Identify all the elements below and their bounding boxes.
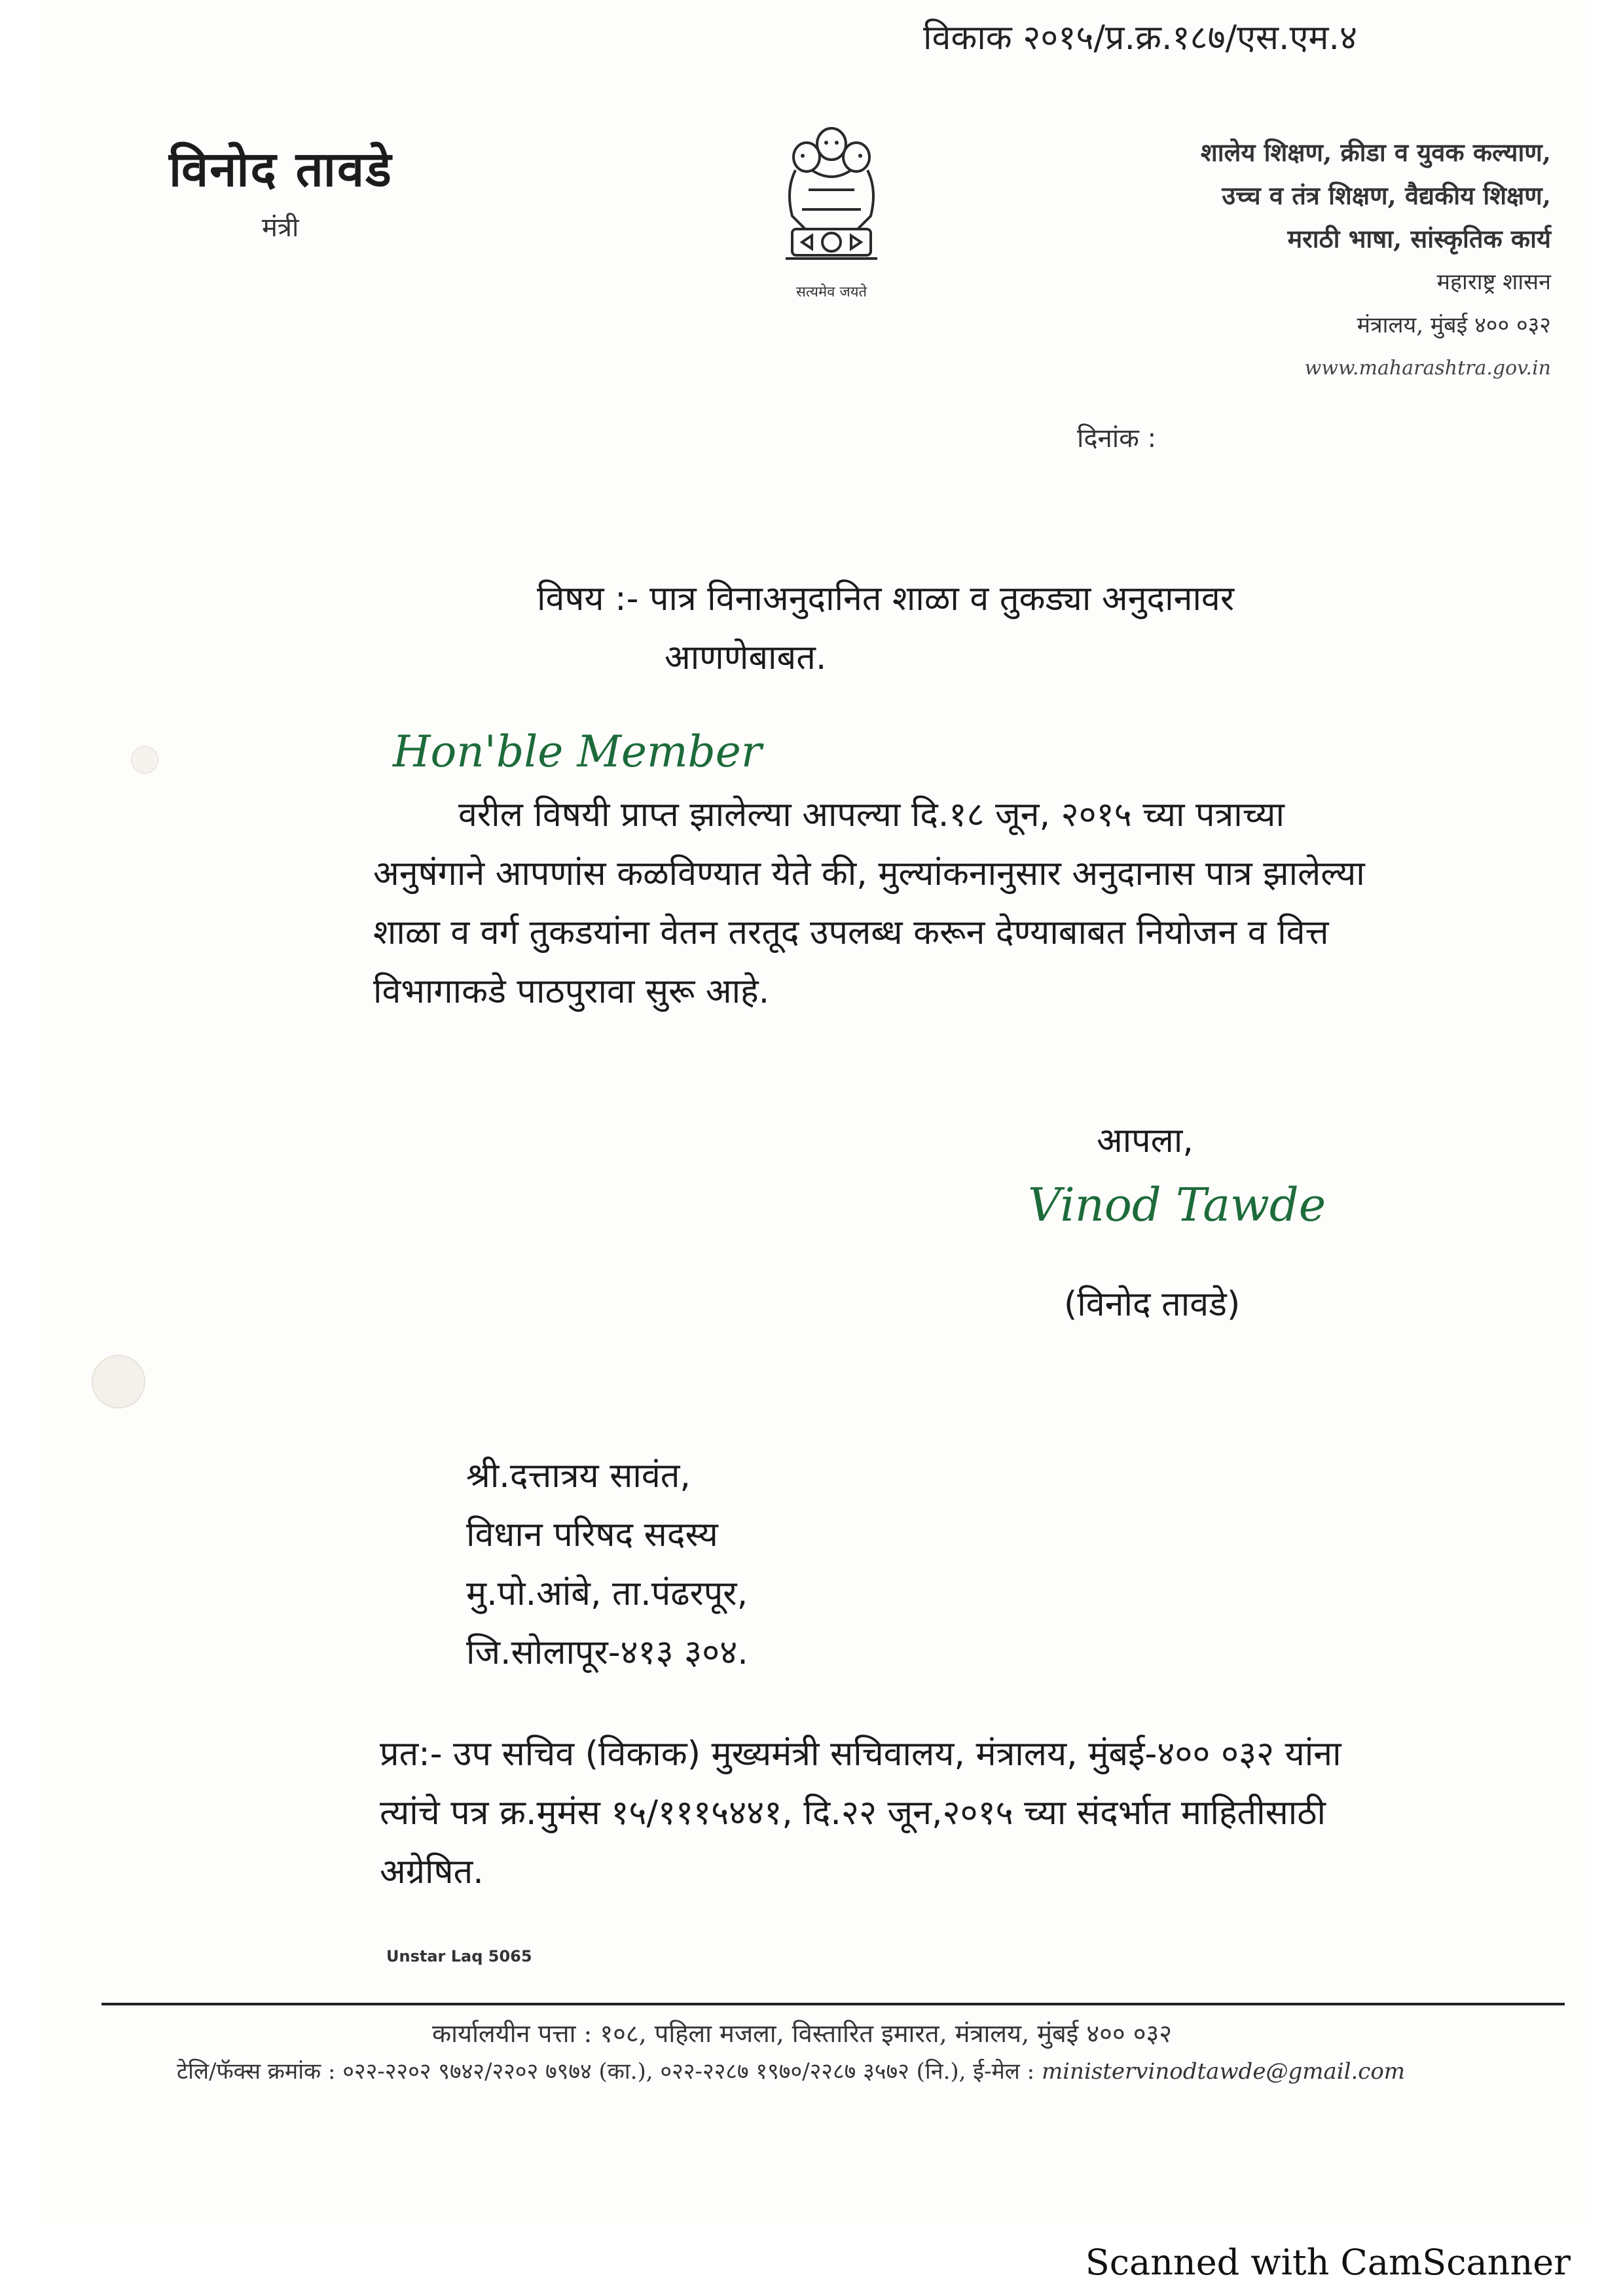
letter-body <box>373 785 1480 1021</box>
sender-designation: मंत्री <box>262 213 299 243</box>
body-line: अनुषंगाने आपणांस कळविण्यात येते की, मुल्यांकनानुसार अनुदानास पात्र झालेल्या <box>373 854 1365 893</box>
scanner-watermark: Scanned with CamScanner <box>1085 2242 1571 2283</box>
sender-name: विनोद तावडे <box>169 141 393 198</box>
footer-email: ministervinodtawde@gmail.com <box>1041 2058 1406 2085</box>
handwritten-signature: Vinod Tawde <box>1028 1178 1326 1232</box>
body-line: शाळा व वर्ग तुकडयांना वेतन तरतूद उपलब्ध करून देण्याबाबत नियोजन व वित्त <box>373 913 1329 952</box>
recipient-line: मु.पो.आंबे, ता.पंढरपूर, <box>466 1574 748 1613</box>
subject-block <box>537 569 1234 687</box>
footer-address: कार्यालयीन पत्ता : १०८, पहिला मजला, विस्तारित इमारत, मंत्रालय, मुंबई ४०० ०३२ <box>432 2019 1173 2048</box>
department-website: www.maharashtra.gov.in <box>1304 357 1551 380</box>
state-emblem-icon <box>773 118 890 314</box>
handwritten-salutation: Hon'ble Member <box>393 726 762 777</box>
department-line: महाराष्ट्र शासन <box>1436 269 1551 295</box>
copy-to-block <box>380 1725 1493 1901</box>
body-line: विभागाकडे पाठपुरावा सुरू आहे. <box>373 972 770 1011</box>
department-address: मंत्रालय, मुंबई ४०० ०३२ <box>1357 312 1551 338</box>
department-line: मराठी भाषा, सांस्कृतिक कार्य <box>1287 224 1551 253</box>
recipient-line: श्री.दत्तात्रय सावंत, <box>466 1456 691 1496</box>
body-line: वरील विषयी प्राप्त झालेल्या आपल्या दि.१८ जून, २०१५ च्या पत्राच्या <box>458 795 1285 834</box>
copy-to-line: अग्रेषित. <box>380 1852 484 1892</box>
punch-hole <box>92 1355 145 1408</box>
recipient-line: विधान परिषद सदस्य <box>466 1515 718 1554</box>
copy-to-line: प्रत:- उप सचिव (विकाक) मुख्यमंत्री सचिवालय, मंत्रालय, मुंबई-४०० ०३२ यांना <box>380 1734 1341 1774</box>
footer-contact <box>177 2055 1405 2085</box>
department-line: शालेय शिक्षण, क्रीडा व युवक कल्याण, <box>1200 137 1551 167</box>
subject-line: आणणेबाबत. <box>665 638 827 677</box>
department-line: उच्च व तंत्र शिक्षण, वैद्यकीय शिक्षण, <box>1222 181 1551 210</box>
closing: आपला, <box>1097 1121 1194 1160</box>
signatory-name: (विनोद तावडे) <box>1064 1285 1241 1324</box>
punch-hole <box>131 746 158 774</box>
unstar-note: Unstar Laq 5065 <box>386 1947 532 1965</box>
footer-phones: टेलि/फॅक्स क्रमांक : ०२२-२२०२ ९७४२/२२०२ ७९७४ (का.), ०२२-२२८७ १९७०/२२८७ ३५७२ (नि.), ई-मेल : <box>177 2058 1035 2085</box>
date-label: दिनांक : <box>1077 423 1157 454</box>
department-block <box>1053 131 1551 390</box>
subject-line: विषय :- पात्र विनाअनुदानित शाळा व तुकड्या अनुदानावर <box>537 579 1235 619</box>
footer-divider <box>101 2003 1565 2005</box>
emblem-motto: सत्यमेव जयते <box>795 284 867 300</box>
recipient-address <box>466 1446 748 1682</box>
recipient-line: जि.सोलापूर-४१३ ३०४. <box>466 1633 748 1672</box>
reference-number: विकाक २०१५/प्र.क्र.१८७/एस.एम.४ <box>923 18 1358 58</box>
copy-to-line: त्यांचे पत्र क्र.मुमंस १५/१११५४४१, दि.२२ जून,२०१५ च्या संदर्भात माहितीसाठी <box>380 1793 1326 1833</box>
